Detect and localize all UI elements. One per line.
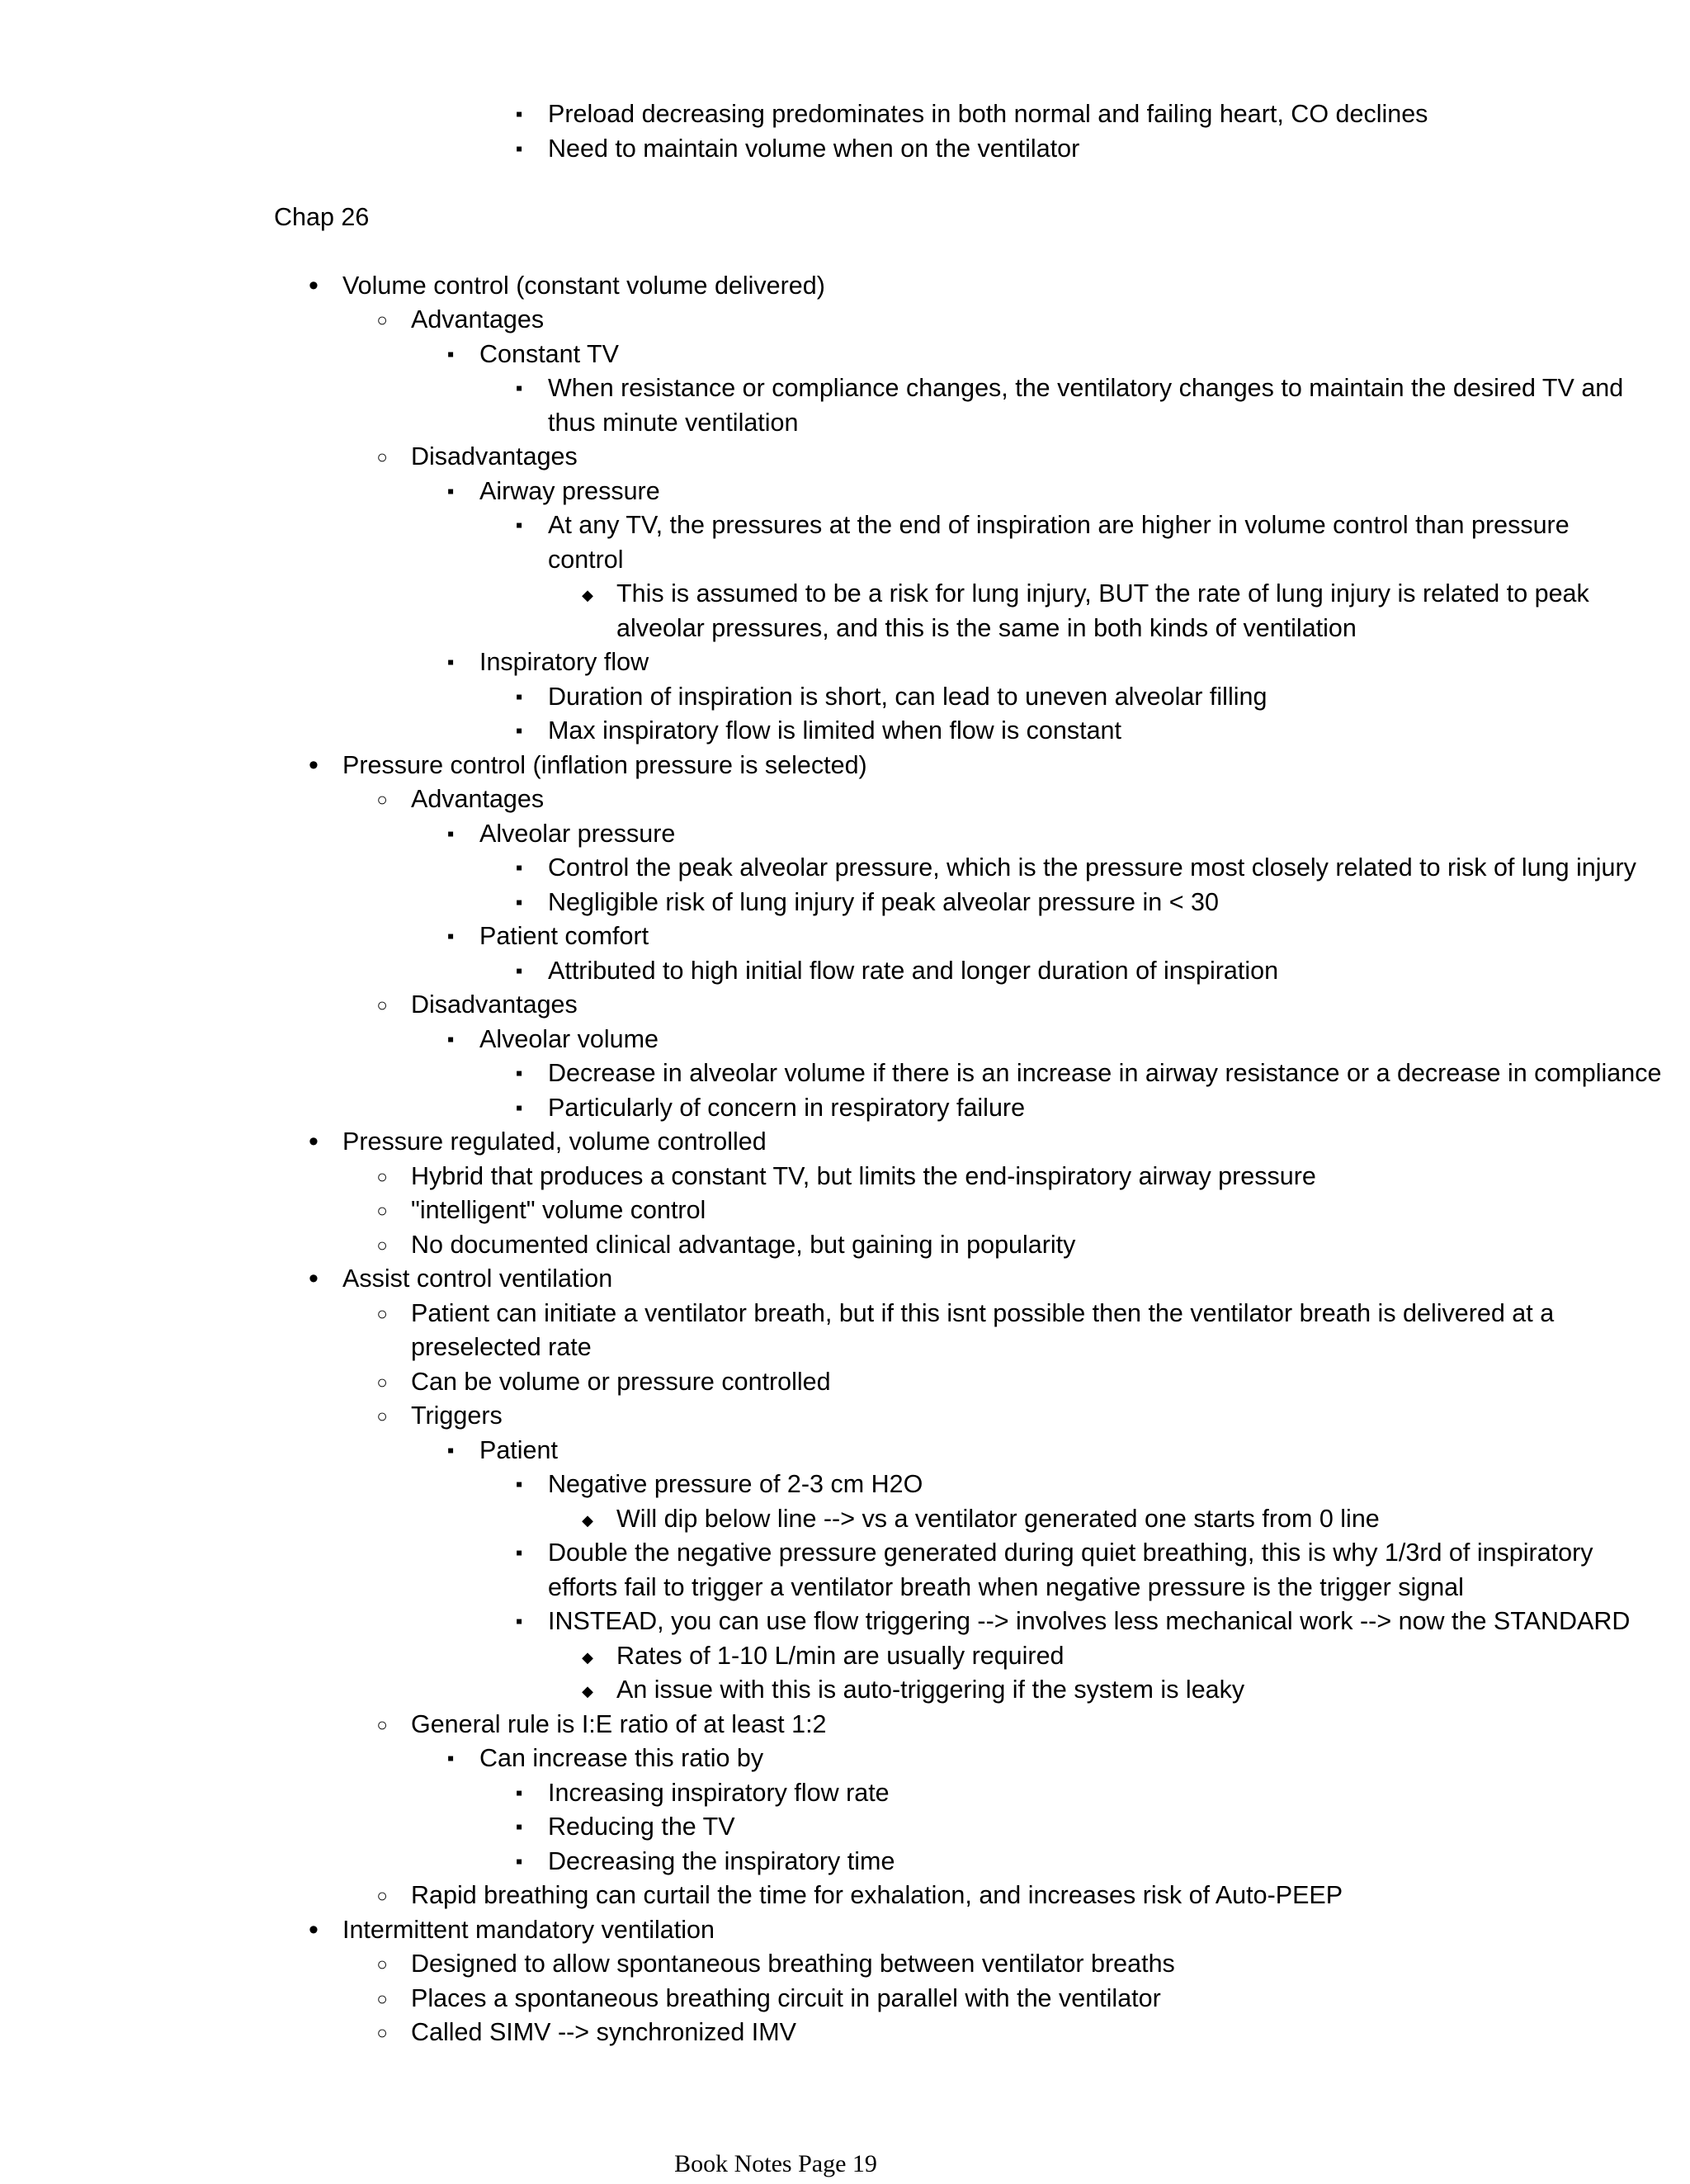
bullet-circle (370, 1708, 394, 1742)
outline-line: Decrease in alveolar volume if there is an increase in airway resistance or a decrease in compliance (548, 1059, 1662, 1087)
outline-line: Will dip below line --> vs a ventilator generated one starts from 0 line (616, 1504, 1380, 1533)
outline-line: Designed to allow spontaneous breathing between ventilator breaths (411, 1950, 1175, 1978)
outline-line: Constant TV (479, 339, 619, 368)
outline-line: efforts fail to trigger a ventilator breath when negative pressure is the trigger signal (548, 1572, 1464, 1601)
outline-line: Alveolar pressure (479, 819, 676, 848)
bullet-circle (370, 1399, 394, 1433)
outline-line: Rates of 1-10 L/min are usually required (616, 1641, 1065, 1670)
bullet-square (507, 1536, 531, 1570)
bullet-diamond (575, 1502, 600, 1538)
bullet-circle (370, 1160, 394, 1194)
bullet-circle (370, 1228, 394, 1262)
bullet-diamond (575, 577, 600, 612)
section-heading: Chap 26 (274, 202, 370, 231)
outline-line: Duration of inspiration is short, can lead to uneven alveolar filling (548, 682, 1268, 711)
bullet-square (507, 1468, 531, 1501)
outline-line: thus minute ventilation (548, 408, 799, 437)
bullet-diamond (575, 1639, 600, 1675)
outline-line: This is assumed to be a risk for lung injury, BUT the rate of lung injury is related to peak (616, 579, 1589, 607)
bullet-dot (301, 1913, 326, 1950)
outline-line: Advantages (411, 305, 545, 333)
bullet-square (438, 338, 463, 371)
outline-line: Control the peak alveolar pressure, which is the pressure most closely related to risk of lung injury (548, 853, 1636, 882)
bullet-circle (370, 303, 394, 337)
bullet-square (438, 817, 463, 851)
outline-line: General rule is I:E ratio of at least 1:2 (411, 1709, 827, 1738)
outline-line: Disadvantages (411, 990, 578, 1019)
outline-line: Double the negative pressure generated during quiet breathing, this is why 1/3rd of inspiratory (548, 1539, 1593, 1567)
outline-line: Pressure control (inflation pressure is selected) (342, 750, 867, 779)
bullet-circle (370, 1194, 394, 1227)
bullet-circle (370, 1297, 394, 1331)
bullet-circle (370, 1982, 394, 2016)
bullet-square (507, 1776, 531, 1810)
bullet-circle (370, 988, 394, 1022)
outline-line: Negligible risk of lung injury if peak alveolar pressure in < 30 (548, 887, 1219, 916)
bullet-square (438, 1742, 463, 1775)
outline-line: Patient can initiate a ventilator breath, but if this isnt possible then the ventilator breath is delivered at a (411, 1298, 1555, 1327)
outline-line: Patient comfort (479, 922, 649, 950)
outline-line: Reducing the TV (548, 1813, 735, 1841)
bullet-diamond (575, 1673, 600, 1709)
bullet-square (507, 1057, 531, 1090)
outline-line: Advantages (411, 785, 545, 813)
outline-line: Increasing inspiratory flow rate (548, 1778, 890, 1807)
bullet-square (438, 1434, 463, 1468)
outline-line: Triggers (411, 1402, 503, 1430)
outline-line: Disadvantages (411, 442, 578, 470)
bullet-dot (301, 269, 326, 305)
outline-line: Volume control (constant volume delivered) (342, 271, 825, 300)
bullet-square (438, 475, 463, 508)
outline-line: Attributed to high initial flow rate and longer duration of inspiration (548, 956, 1279, 985)
outline-line: Called SIMV --> synchronized IMV (411, 2018, 796, 2046)
bullet-square (507, 680, 531, 714)
bullet-square (507, 371, 531, 405)
bullet-dot (301, 749, 326, 785)
outline-line: Decreasing the inspiratory time (548, 1846, 895, 1875)
outline-line: Places a spontaneous breathing circuit in parallel with the ventilator (411, 1983, 1161, 2012)
bullet-square (507, 97, 531, 131)
outline-line: "intelligent" volume control (411, 1196, 706, 1224)
outline-line: No documented clinical advantage, but gaining in popularity (411, 1230, 1076, 1259)
bullet-circle (370, 1879, 394, 1912)
bullet-square (507, 886, 531, 919)
bullet-square (507, 954, 531, 988)
bullet-circle (370, 782, 394, 816)
bullet-square (438, 919, 463, 953)
bullet-square (507, 1845, 531, 1879)
outline-line: Particularly of concern in respiratory failure (548, 1093, 1026, 1122)
outline-line: Max inspiratory flow is limited when flow is constant (548, 716, 1121, 745)
bullet-square (438, 1023, 463, 1057)
bullet-square (507, 508, 531, 542)
outline-line: Preload decreasing predominates in both normal and failing heart, CO declines (548, 100, 1428, 128)
outline-line: Can increase this ratio by (479, 1744, 764, 1772)
outline-line: Can be volume or pressure controlled (411, 1367, 831, 1396)
outline-line: Rapid breathing can curtail the time for exhalation, and increases risk of Auto-PEEP (411, 1881, 1343, 1909)
outline-line: Assist control ventilation (342, 1265, 613, 1293)
outline-line: control (548, 545, 624, 574)
bullet-circle (370, 1365, 394, 1399)
outline-line: At any TV, the pressures at the end of inspiration are higher in volume control than pressure (548, 511, 1570, 539)
outline-line: INSTEAD, you can use flow triggering --> involves less mechanical work --> now the STANDARD (548, 1607, 1631, 1635)
bullet-dot (301, 1125, 326, 1161)
bullet-square (438, 645, 463, 679)
bullet-circle (370, 440, 394, 474)
outline-line: An issue with this is auto-triggering if the system is leaky (616, 1676, 1245, 1704)
bullet-circle (370, 1947, 394, 1981)
bullet-square (507, 1605, 531, 1638)
bullet-square (507, 851, 531, 885)
outline-line: When resistance or compliance changes, the ventilatory changes to maintain the desired TV and (548, 374, 1624, 402)
outline-line: Pressure regulated, volume controlled (342, 1127, 767, 1156)
outline-line: Intermittent mandatory ventilation (342, 1915, 715, 1944)
outline-line: Airway pressure (479, 476, 660, 505)
outline-line: Alveolar volume (479, 1024, 659, 1053)
bullet-square (507, 714, 531, 748)
bullet-square (507, 1810, 531, 1844)
bullet-dot (301, 1262, 326, 1298)
outline-line: Patient (479, 1435, 558, 1464)
outline-line: Hybrid that produces a constant TV, but limits the end-inspiratory airway pressure (411, 1161, 1316, 1190)
page-footer: Book Notes Page 19 (674, 2150, 877, 2177)
bullet-circle (370, 2016, 394, 2049)
bullet-square (507, 1091, 531, 1125)
outline-line: Need to maintain volume when on the ventilator (548, 134, 1080, 163)
outline-line: Negative pressure of 2-3 cm H2O (548, 1470, 923, 1498)
bullet-square (507, 132, 531, 166)
outline-line: Inspiratory flow (479, 648, 649, 676)
outline-line: preselected rate (411, 1333, 592, 1361)
outline-line: alveolar pressures, and this is the same in both kinds of ventilation (616, 613, 1357, 642)
